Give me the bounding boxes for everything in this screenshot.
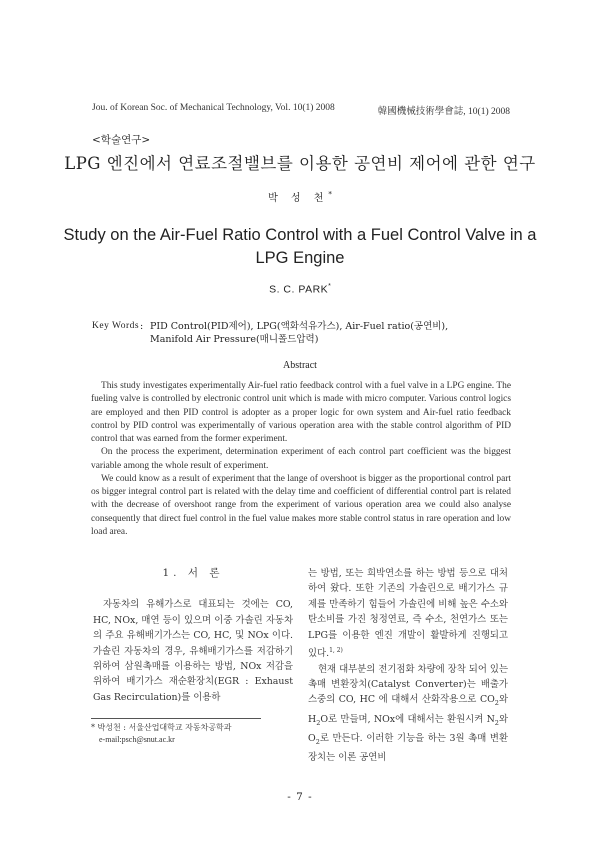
body-column-right [308,566,508,766]
citation-reference: 1, 2) [329,647,343,655]
body-paragraph: 자동차의 유해가스로 대표되는 것에는 CO, HC, NOx, 매연 등이 있으며 이중 가솔린 자동차의 주요 유해배기가스는 CO, HC, 및 NOx 이다. 가솔린 자동차의 경우, 유해배기가스를 저감하기 위하여 삼원촉매를 이용하는 방법, NOx 저감을 위하여 배기가스 재순환장치(EGR : Exhaust Gas Recirculation)를 이용하 [93,599,293,703]
article-category: <학술연구> [92,134,151,146]
keywords-label: Key Words [92,321,140,331]
body-paragraph: 는 방법, 또는 희박연소를 하는 방법 등으로 대처하여 왔다. 또한 기존의 가솔린으로 배기가스 규제를 만족하기 힘들어 가솔린에 비해 높은 수소와 탄소비를 가진 청정연료, 즉 수소, 천연가스 또는 LPG를 이용한 엔진 개발이 활발하게 진행되고 있다.$^{1, 2)}$ [308,568,508,660]
keywords-line-2: Manifold Air Pressure(매니폴드압력) [150,334,319,345]
keywords-list [150,320,510,346]
journal-name-korean: 韓國機械技術學會誌, 10(1) 2008 [377,107,510,117]
english-author-mark: * [328,283,331,290]
footnote-divider [91,718,261,719]
english-title: Study on the Air-Fuel Ratio Control with a Fuel Control Valve in a LPG Engine [63,226,537,267]
section-heading-introduction: 1. 서 론 [162,567,224,579]
footnote-affiliation: * 박성천 : 서울산업대학교 자동차공학과 [91,723,232,732]
korean-title: LPG 엔진에서 연료조절밸브를 이용한 공연비 제어에 관한 연구 [64,154,536,173]
author-footnote [91,722,301,746]
abstract-body [91,380,511,539]
abstract-heading: Abstract [283,360,317,371]
body-column-left [93,566,293,705]
running-head [0,103,600,117]
body-paragraph: 현재 대부분의 전기점화 차량에 장착 되어 있는 촉매 변환장치(Catalyst Converter)는 배출가스중의 CO, HC 에 대해서 산화작용으로 $CO_2$와 $H_2O$로 만들며, NOx에 대해서는 환원시켜 $N_2$와 $O_2$로 만든다. 이러한 기능을 하는 3원 촉매 변환장치는 이론 공연비 [308,663,508,764]
english-author [0,283,600,296]
abstract-paragraph: We could know as a result of experiment that the lange of overshoot is bigger as the proportional control part os bigger integral control part is related with the delay time and coefficient of differential control part is related with the decrease of overshoot range from the experiment of various operation area we could also analyse consequently that direct fuel control in the fuel value makes more stable control status in rare operation and low load area. [91,473,511,537]
journal-name-english: Jou. of Korean Soc. of Mechanical Technology, Vol. 10(1) 2008 [92,103,335,113]
korean-author-name: 박 성 천 [268,193,329,204]
abstract-paragraph: On the process the experiment, determination experiment of each control part coefficient was the biggest variable among the whole result of experiment. [91,447,511,471]
footnote-email: e-mail:psch@snut.ac.kr [99,735,175,744]
english-author-name: S. C. PARK [269,283,329,296]
keywords-line-1: PID Control(PID제어), LPG(액화석유가스), Air-Fuel ratio(공연비), [150,321,449,332]
abstract-paragraph: This study investigates experimentally Air-fuel ratio feedback control with a fuel valve in a LPG engine. The fueling valve is controlled by electronic control unit which is made with micro computer. Various control logics are employed and then PID control is adopter as a proper logic for own system and Air-fuel ratio feedback control by PID control was experimentally of various operation area with the stable control algorithm of PID control that was earned from the former experiment. [91,381,511,444]
keywords-colon: : [140,321,144,332]
korean-author [0,189,600,204]
page-number: - 7 - [287,791,313,803]
korean-author-mark: * [328,190,332,199]
